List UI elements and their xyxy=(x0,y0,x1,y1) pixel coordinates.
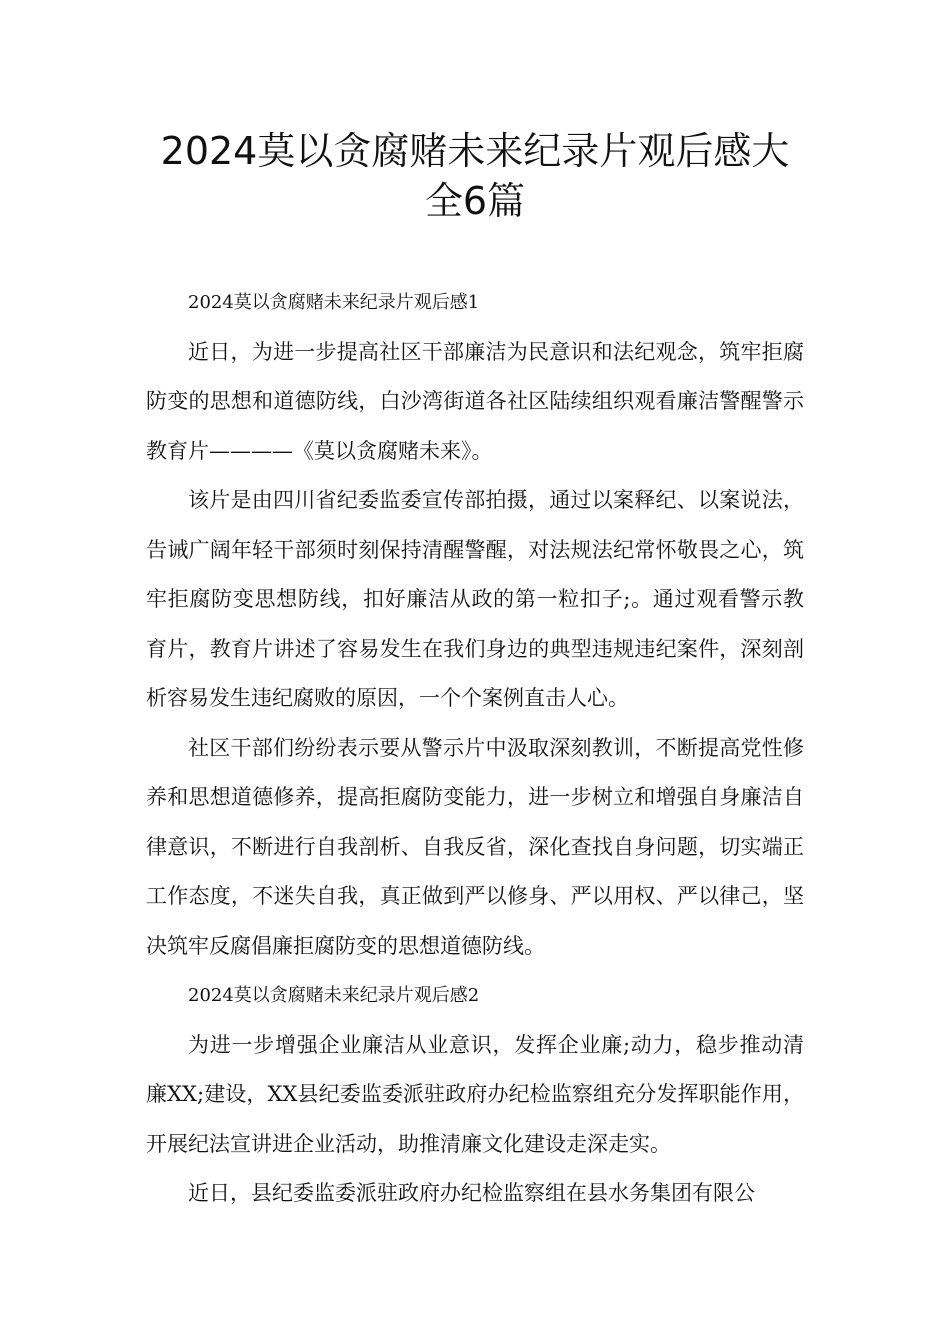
paragraph: 为进一步增强企业廉洁从业意识，发挥企业廉;动力，稳步推动清廉XX;建设，XX县纪委监委派驻政府办纪检监察组充分发挥职能作用，开展纪法宣讲进企业活动，助推清廉文化建设走深走实。 xyxy=(146,1032,804,1156)
section-heading-2: 2024莫以贪腐赌未来纪录片观后感2 xyxy=(188,985,480,1006)
document-body xyxy=(146,278,804,1219)
document-title: 2024莫以贪腐赌未来纪录片观后感大全6篇 xyxy=(160,129,790,223)
paragraph: 近日，县纪委监委派驻政府办纪检监察组在县水务集团有限公 xyxy=(188,1181,755,1205)
paragraph: 社区干部们纷纷表示要从警示片中汲取深刻教训，不断提高党性修养和思想道德修养，提高拒腐防变能力，进一步树立和增强自身廉洁自律意识，不断进行自我剖析、自我反省，深化查找自身问题，切实端正工作态度，不迷失自我，真正做到严以修身、严以用权、严以律己，坚决筑牢反腐倡廉拒腐防变的思想道德防线。 xyxy=(146,735,804,958)
paragraph: 该片是由四川省纪委监委宣传部拍摄，通过以案释纪、以案说法，告诫广阔年轻干部须时刻保持清醒警醒，对法规法纪常怀敬畏之心，筑牢拒腐防变思想防线，扣好廉洁从政的第一粒扣子;。通过观看警示教育片，教育片讲述了容易发生在我们身边的典型违规违纪案件，深刻剖析容易发生违纪腐败的原因，一个个案例直击人心。 xyxy=(146,488,804,710)
section-heading-1: 2024莫以贪腐赌未来纪录片观后感1 xyxy=(188,292,480,313)
paragraph: 近日，为进一步提高社区干部廉洁为民意识和法纪观念，筑牢拒腐防变的思想和道德防线，白沙湾街道各社区陆续组织观看廉洁警醒警示教育片————《莫以贪腐赌未来》。 xyxy=(146,339,804,463)
